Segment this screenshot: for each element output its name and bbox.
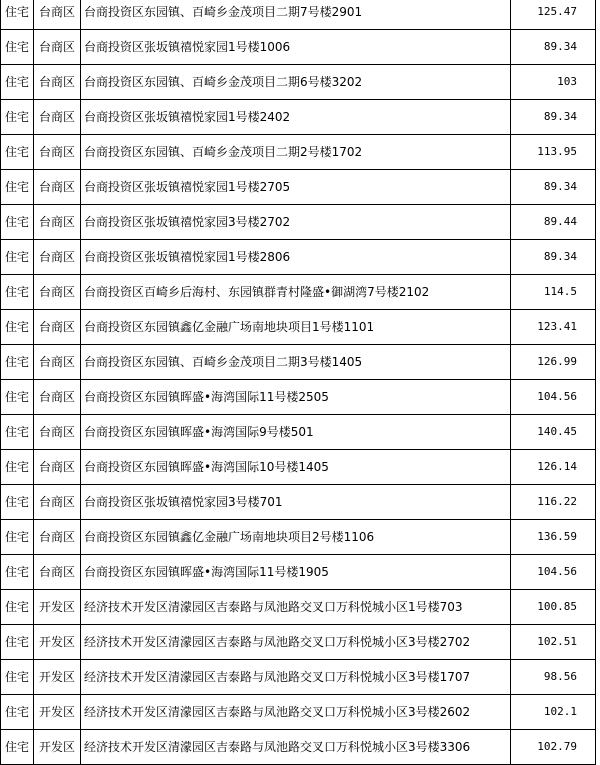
type-cell: 住宅 bbox=[1, 30, 34, 65]
district-cell: 台商区 bbox=[34, 205, 81, 240]
area-cell: 89.44 bbox=[511, 205, 596, 240]
district-cell: 台商区 bbox=[34, 65, 81, 100]
table-row bbox=[1, 345, 596, 380]
area-cell: 103 bbox=[511, 65, 596, 100]
type-cell: 住宅 bbox=[1, 275, 34, 310]
area-cell: 102.51 bbox=[511, 625, 596, 660]
district-cell: 开发区 bbox=[34, 590, 81, 625]
type-cell: 住宅 bbox=[1, 100, 34, 135]
address-cell: 经济技术开发区清濛园区吉泰路与凤池路交叉口万科悦城小区3号楼2702 bbox=[81, 625, 511, 660]
area-cell: 125.47 bbox=[511, 0, 596, 30]
district-cell: 台商区 bbox=[34, 380, 81, 415]
district-cell: 台商区 bbox=[34, 310, 81, 345]
address-cell: 台商投资区东园镇、百崎乡金茂项目二期3号楼1405 bbox=[81, 345, 511, 380]
table-row bbox=[1, 30, 596, 65]
address-cell: 台商投资区百崎乡后海村、东园镇群青村隆盛•御湖湾7号楼2102 bbox=[81, 275, 511, 310]
type-cell: 住宅 bbox=[1, 555, 34, 590]
area-cell: 104.56 bbox=[511, 555, 596, 590]
address-cell: 台商投资区张坂镇禧悦家园3号楼2702 bbox=[81, 205, 511, 240]
address-cell: 经济技术开发区清濛园区吉泰路与凤池路交叉口万科悦城小区1号楼703 bbox=[81, 590, 511, 625]
area-cell: 89.34 bbox=[511, 30, 596, 65]
type-cell: 住宅 bbox=[1, 485, 34, 520]
type-cell: 住宅 bbox=[1, 520, 34, 555]
table-row bbox=[1, 380, 596, 415]
type-cell: 住宅 bbox=[1, 695, 34, 730]
area-cell: 113.95 bbox=[511, 135, 596, 170]
type-cell: 住宅 bbox=[1, 135, 34, 170]
district-cell: 台商区 bbox=[34, 485, 81, 520]
type-cell: 住宅 bbox=[1, 240, 34, 275]
district-cell: 台商区 bbox=[34, 170, 81, 205]
area-cell: 89.34 bbox=[511, 100, 596, 135]
district-cell: 开发区 bbox=[34, 660, 81, 695]
area-cell: 136.59 bbox=[511, 520, 596, 555]
district-cell: 台商区 bbox=[34, 345, 81, 380]
table-row bbox=[1, 100, 596, 135]
table-row bbox=[1, 205, 596, 240]
area-cell: 102.79 bbox=[511, 730, 596, 765]
address-cell: 台商投资区东园镇晖盛•海湾国际9号楼501 bbox=[81, 415, 511, 450]
address-cell: 台商投资区张坂镇禧悦家园1号楼2806 bbox=[81, 240, 511, 275]
district-cell: 开发区 bbox=[34, 695, 81, 730]
area-cell: 116.22 bbox=[511, 485, 596, 520]
area-cell: 114.5 bbox=[511, 275, 596, 310]
type-cell: 住宅 bbox=[1, 310, 34, 345]
table-row bbox=[1, 660, 596, 695]
area-cell: 89.34 bbox=[511, 170, 596, 205]
address-cell: 台商投资区张坂镇禧悦家园1号楼2402 bbox=[81, 100, 511, 135]
table-row bbox=[1, 485, 596, 520]
table-row bbox=[1, 310, 596, 345]
area-cell: 89.34 bbox=[511, 240, 596, 275]
address-cell: 经济技术开发区清濛园区吉泰路与凤池路交叉口万科悦城小区3号楼1707 bbox=[81, 660, 511, 695]
type-cell: 住宅 bbox=[1, 590, 34, 625]
area-cell: 140.45 bbox=[511, 415, 596, 450]
district-cell: 台商区 bbox=[34, 100, 81, 135]
table-row bbox=[1, 730, 596, 765]
type-cell: 住宅 bbox=[1, 730, 34, 765]
table-row bbox=[1, 520, 596, 555]
district-cell: 台商区 bbox=[34, 450, 81, 485]
area-cell: 100.85 bbox=[511, 590, 596, 625]
address-cell: 台商投资区东园镇鑫亿金融广场南地块项目1号楼1101 bbox=[81, 310, 511, 345]
area-cell: 126.99 bbox=[511, 345, 596, 380]
address-cell: 台商投资区东园镇晖盛•海湾国际11号楼2505 bbox=[81, 380, 511, 415]
table-row bbox=[1, 415, 596, 450]
table-row bbox=[1, 695, 596, 730]
area-cell: 123.41 bbox=[511, 310, 596, 345]
area-cell: 102.1 bbox=[511, 695, 596, 730]
address-cell: 经济技术开发区清濛园区吉泰路与凤池路交叉口万科悦城小区3号楼3306 bbox=[81, 730, 511, 765]
table-row bbox=[1, 275, 596, 310]
table-row bbox=[1, 170, 596, 205]
table-row bbox=[1, 240, 596, 275]
address-cell: 台商投资区东园镇、百崎乡金茂项目二期6号楼3202 bbox=[81, 65, 511, 100]
district-cell: 开发区 bbox=[34, 730, 81, 765]
district-cell: 台商区 bbox=[34, 30, 81, 65]
address-cell: 台商投资区东园镇、百崎乡金茂项目二期2号楼1702 bbox=[81, 135, 511, 170]
area-cell: 104.56 bbox=[511, 380, 596, 415]
address-cell: 台商投资区张坂镇禧悦家园1号楼1006 bbox=[81, 30, 511, 65]
table-row bbox=[1, 590, 596, 625]
address-cell: 经济技术开发区清濛园区吉泰路与凤池路交叉口万科悦城小区3号楼2602 bbox=[81, 695, 511, 730]
address-cell: 台商投资区东园镇、百崎乡金茂项目二期7号楼2901 bbox=[81, 0, 511, 30]
district-cell: 台商区 bbox=[34, 135, 81, 170]
address-cell: 台商投资区东园镇晖盛•海湾国际11号楼1905 bbox=[81, 555, 511, 590]
type-cell: 住宅 bbox=[1, 205, 34, 240]
table-row bbox=[1, 625, 596, 660]
type-cell: 住宅 bbox=[1, 0, 34, 30]
district-cell: 台商区 bbox=[34, 275, 81, 310]
type-cell: 住宅 bbox=[1, 345, 34, 380]
district-cell: 台商区 bbox=[34, 415, 81, 450]
table-row bbox=[1, 450, 596, 485]
type-cell: 住宅 bbox=[1, 450, 34, 485]
type-cell: 住宅 bbox=[1, 380, 34, 415]
district-cell: 开发区 bbox=[34, 625, 81, 660]
area-cell: 98.56 bbox=[511, 660, 596, 695]
table-row bbox=[1, 65, 596, 100]
district-cell: 台商区 bbox=[34, 0, 81, 30]
table-row bbox=[1, 555, 596, 590]
table-row bbox=[1, 0, 596, 30]
district-cell: 台商区 bbox=[34, 555, 81, 590]
address-cell: 台商投资区东园镇鑫亿金融广场南地块项目2号楼1106 bbox=[81, 520, 511, 555]
type-cell: 住宅 bbox=[1, 625, 34, 660]
type-cell: 住宅 bbox=[1, 415, 34, 450]
address-cell: 台商投资区张坂镇禧悦家园3号楼701 bbox=[81, 485, 511, 520]
district-cell: 台商区 bbox=[34, 240, 81, 275]
type-cell: 住宅 bbox=[1, 660, 34, 695]
type-cell: 住宅 bbox=[1, 65, 34, 100]
address-cell: 台商投资区东园镇晖盛•海湾国际10号楼1405 bbox=[81, 450, 511, 485]
address-cell: 台商投资区张坂镇禧悦家园1号楼2705 bbox=[81, 170, 511, 205]
district-cell: 台商区 bbox=[34, 520, 81, 555]
area-cell: 126.14 bbox=[511, 450, 596, 485]
type-cell: 住宅 bbox=[1, 170, 34, 205]
table-row bbox=[1, 135, 596, 170]
